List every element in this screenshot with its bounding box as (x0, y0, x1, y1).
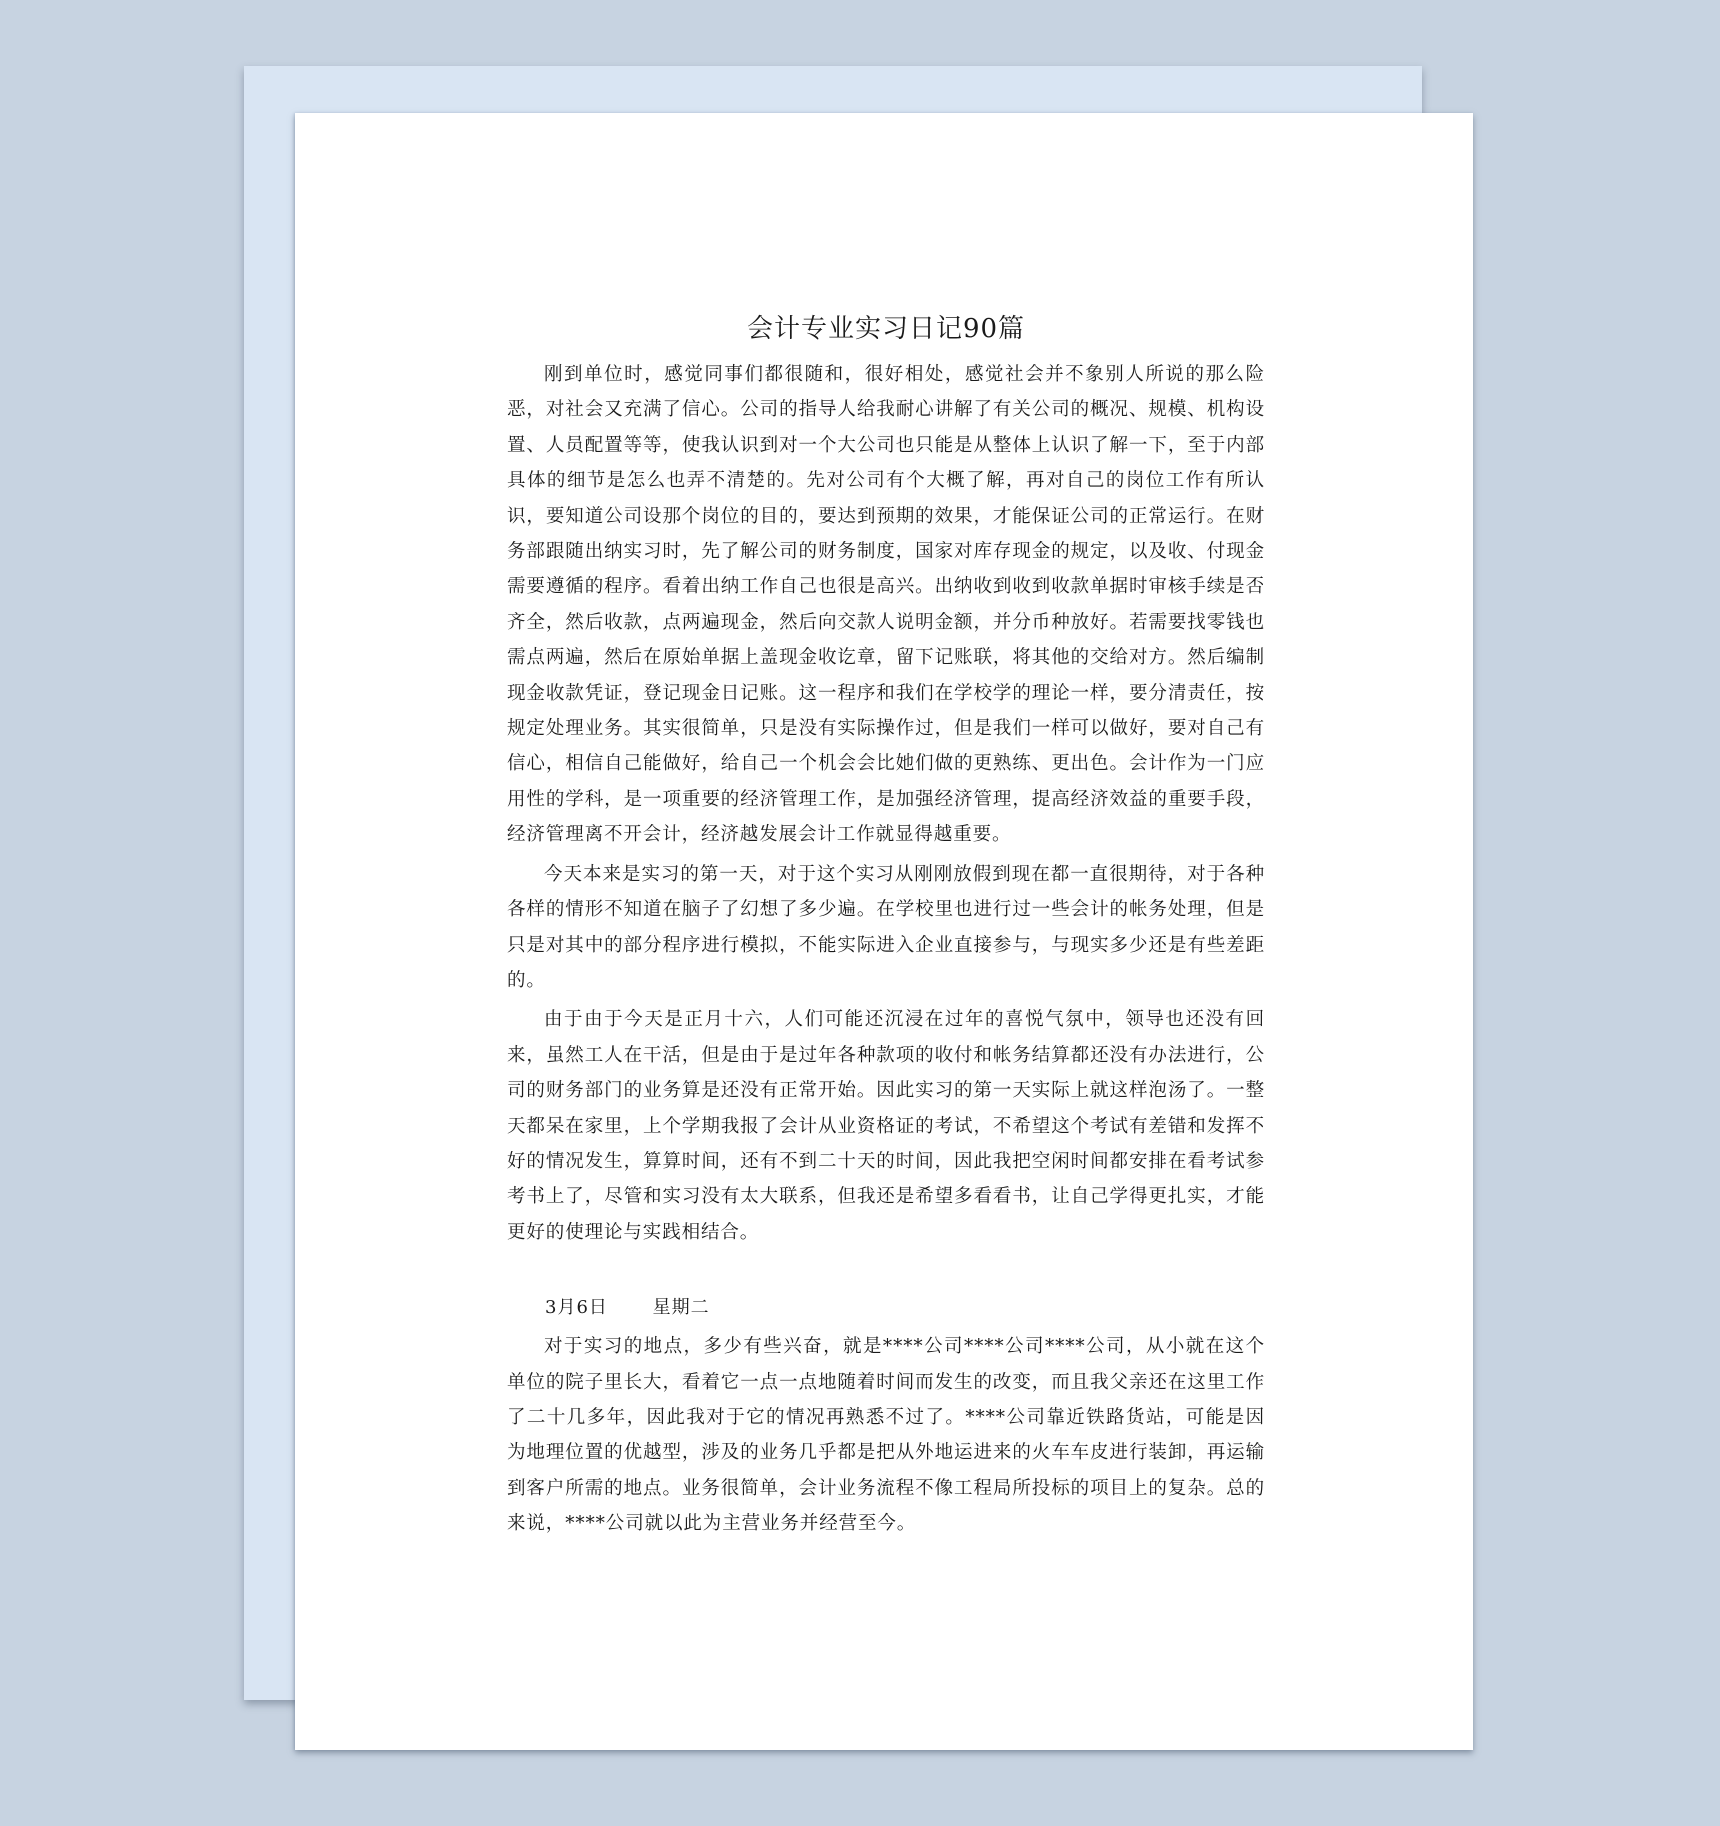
section-spacer (507, 1254, 1265, 1290)
document-title: 会计专业实习日记90篇 (746, 314, 1026, 344)
entry-date: 3月6日 (545, 1297, 608, 1319)
entry-date-line (507, 1290, 1265, 1325)
document-page (295, 113, 1473, 1750)
document-body (507, 309, 1265, 1546)
paragraph: 今天本来是实习的第一天，对于这个实习从刚刚放假到现在都一直很期待，对于各种各样的情形不知道在脑子了幻想了多少遍。在学校里也进行过一些会计的帐务处理，但是只是对其中的部分程序进行模拟，不能实际进入企业直接参与，与现实多少还是有些差距的。 (507, 863, 1265, 991)
paragraph: 由于由于今天是正月十六，人们可能还沉浸在过年的喜悦气氛中，领导也还没有回来，虽然工人在干活，但是由于是过年各种款项的收付和帐务结算都还没有办法进行，公司的财务部门的业务算是还没有正常开始。因此实习的第一天实际上就这样泡汤了。一整天都呆在家里，上个学期我报了会计从业资格证的考试，不希望这个考试有差错和发挥不好的情况发生，算算时间，还有不到二十天的时间，因此我把空闲时间都安排在看考试参考书上了，尽管和实习没有太大联系，但我还是希望多看看书，让自己学得更扎实，才能更好的使理论与实践相结合。 (507, 1009, 1265, 1243)
entry-weekday: 星期二 (652, 1297, 710, 1319)
paragraph: 对于实习的地点，多少有些兴奋，就是****公司****公司****公司，从小就在这个单位的院子里长大，看着它一点一点地随着时间而发生的改变，而且我父亲还在这里工作了二十几多年，因此我对于它的情况再熟悉不过了。****公司靠近铁路货站，可能是因为地理位置的优越型，涉及的业务几乎都是把从外地运进来的火车车皮进行装卸，再运输到客户所需的地点。业务很简单，会计业务流程不像工程局所投标的项目上的复杂。总的来说，****公司就以此为主营业务并经营至今。 (507, 1336, 1265, 1535)
paragraph: 刚到单位时，感觉同事们都很随和，很好相处，感觉社会并不象别人所说的那么险恶，对社会又充满了信心。公司的指导人给我耐心讲解了有关公司的概况、规模、机构设置、人员配置等等，使我认识到对一个大公司也只能是从整体上认识了解一下，至于内部具体的细节是怎么也弄不清楚的。先对公司有个大概了解，再对自己的岗位工作有所认识，要知道公司设那个岗位的目的，要达到预期的效果，才能保证公司的正常运行。在财务部跟随出纳实习时，先了解公司的财务制度，国家对库存现金的规定，以及收、付现金需要遵循的程序。看着出纳工作自己也很是高兴。出纳收到收到收款单据时审核手续是否齐全，然后收款，点两遍现金，然后向交款人说明金额，并分币种放好。若需要找零钱也需点两遍，然后在原始单据上盖现金收讫章，留下记账联，将其他的交给对方。然后编制现金收款凭证，登记现金日记账。这一程序和我们在学校学的理论一样，要分清责任，按规定处理业务。其实很简单，只是没有实际操作过，但是我们一样可以做好，要对自己有信心，相信自己能做好，给自己一个机会会比她们做的更熟练、更出色。会计作为一门应用性的学科，是一项重要的经济管理工作，是加强经济管理，提高经济效益的重要手段，经济管理离不开会计，经济越发展会计工作就显得越重要。 (507, 364, 1265, 846)
